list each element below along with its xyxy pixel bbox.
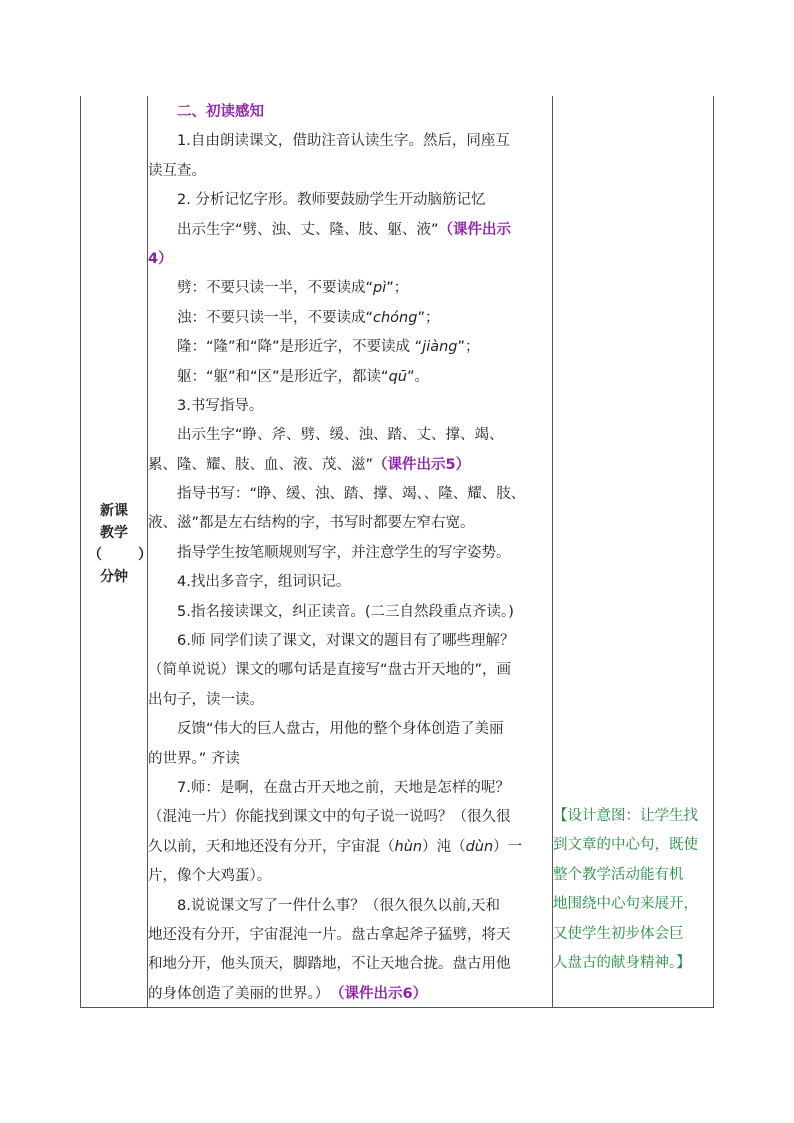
pinyin: chóng [373,309,418,326]
text-line: 7.师：是啊，在盘古开天地之前，天地是怎样的呢？ [177,779,510,796]
text-span: ”； [417,309,440,326]
note-line: 【设计意图：让学生找 [553,808,698,824]
text-span: 劈：不要只读一半，不要读成“ [177,280,374,297]
courseware-ref: （课件出示6） [337,985,428,1002]
paren-close: ） [138,547,152,563]
text-span: 出示生字“劈、浊、丈、隆、肢、躯、液” [177,221,439,238]
text-line: 4.找出多音字，组词识记。 [177,574,351,591]
note-line: 整个教学活动能有机 [553,866,684,883]
duration-paren [80,544,152,566]
text-line: 读互查。 [148,162,206,179]
text-span: ”； [386,280,409,297]
lesson-content [148,98,552,1009]
text-span: ”。 [406,368,429,385]
pinyin: qū [388,368,407,385]
text-line: 3.书写指导。 [177,397,264,414]
note-line: 到文章的中心句，既使 [553,837,698,854]
courseware-ref: （课件出示5） [373,456,471,473]
note-line: 人盘古的献身精神。】 [553,954,691,971]
section-label-line2: 教学 [100,525,128,541]
text-span: 浊：不要只读一半，不要读成“ [177,309,374,326]
table-border-right [713,96,714,1008]
section-label-line3: 分钟 [100,569,128,585]
note-line: 又使学生初步体会巨 [553,925,684,942]
paren-open: （ [88,547,102,563]
text-line [148,333,552,362]
note-line: 地围绕中心句来展开， [553,896,698,913]
text-span: 隆：“隆”和“降”是形近字，不要读成 “ [177,339,423,356]
text-line: 指导学生按笔顺规则写字，并注意学生的写字姿势。 [177,544,511,561]
text-line: 2. 分析记忆字形。教师要鼓励学生开动脑筋记忆 [177,192,486,209]
text-line: 地还没有分开，宇宙混沌一片。盘古拿起斧子猛劈，将天 [148,926,511,943]
text-span: ”； [457,339,480,356]
text-line: 的世界。” 齐读 [148,750,240,767]
text-span: 的身体创造了美丽的世界。） [148,985,330,1002]
text-line: （混沌一片）你能找到课文中的句子说一说吗？（很久很 [148,809,511,826]
text-line: 出句子，读一读。 [148,691,264,708]
text-span: 久以前，天和地还没有分开，宇宙混（ [148,838,395,855]
section-label-line1: 新课 [100,503,128,519]
text-line: 片，像个大鸡蛋）。 [148,868,272,885]
text-line [148,451,552,480]
text-line: 5.指名接读课文，纠正读音。(二三自然段重点齐读。) [177,603,514,620]
text-line: 指导书写：“睁、缓、浊、踏、撑、竭、、隆、耀、肢、 [177,486,526,503]
pinyin: dùn [465,838,494,855]
courseware-ref: （课件出示 [438,221,512,238]
courseware-ref-cont: 4） [148,250,173,267]
text-line: 1.自由朗读课文，借助注音认读生字。然后，同座互 [177,133,510,150]
text-line: 和地分开，他头顶天，脚踏地，不让天地合拢。盘古用他 [148,956,511,973]
text-line [148,363,552,392]
text-line: 出示生字“睁、斧、劈、缓、浊、踏、丈、撑、竭、 [177,427,504,444]
pinyin: hùn [394,838,423,855]
text-line: 液、滋”都是左右结构的字，书写时都要左窄右宽。 [148,515,475,532]
text-span: ）沌（ [422,838,466,855]
design-intent-note [553,802,713,978]
text-line [148,980,552,1009]
pinyin: pì [373,280,387,297]
section-heading: 二、初读感知 [177,104,264,120]
text-line: 8.说说课文写了一件什么事？（很久很久以前,天和 [177,897,500,914]
section-label [80,500,152,588]
text-line: 6.师 同学们读了课文，对课文的题目有了哪些理解？ [177,633,515,650]
text-line [148,274,552,303]
text-line [148,304,552,333]
text-span: ）一 [493,838,523,855]
text-line [148,216,552,245]
text-line [148,833,552,862]
text-span: 累、隆、耀、肢、血、液、茂、滋” [148,456,374,473]
text-span: 躯：“躯”和“区”是形近字，都读“ [177,368,389,385]
text-line: （简单说说）课文的哪句话是直接写“盘古开天地的”，画 [148,662,512,679]
pinyin: jiàng [422,339,458,356]
text-line: 反馈“伟大的巨人盘古，用他的整个身体创造了美丽 [177,721,504,738]
